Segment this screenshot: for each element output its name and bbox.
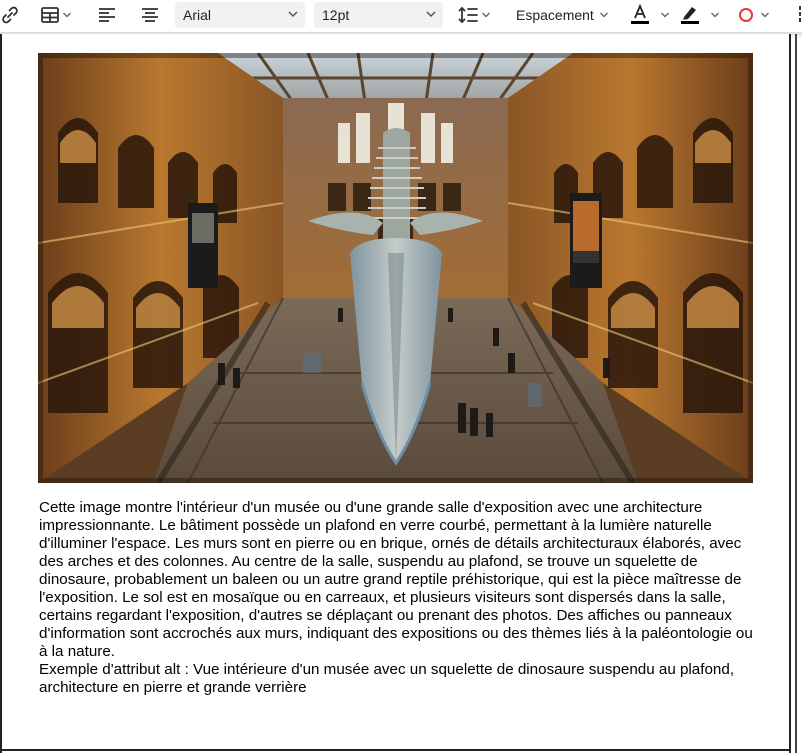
font-family-select[interactable]	[175, 2, 305, 28]
document-border	[0, 749, 791, 751]
formatting-toolbar	[0, 0, 802, 32]
highlighter-icon	[680, 4, 700, 26]
spacing-dropdown[interactable]	[516, 2, 614, 28]
chevron-down-icon	[710, 10, 720, 20]
font-size-select[interactable]	[314, 2, 443, 28]
chevron-down-icon	[599, 7, 609, 23]
more-options-icon[interactable]	[797, 4, 802, 24]
line-height-icon	[457, 5, 479, 25]
link-icon	[0, 5, 20, 25]
chevron-down-icon	[62, 10, 72, 20]
chevron-down-icon	[760, 10, 770, 20]
link-button[interactable]	[0, 2, 20, 28]
chevron-down-icon	[425, 7, 437, 23]
museum-hall-image[interactable]	[38, 53, 753, 483]
highlight-color-button[interactable]	[680, 2, 722, 28]
table-icon	[40, 5, 60, 25]
document-border	[795, 34, 797, 753]
align-center-button[interactable]	[140, 2, 160, 28]
chevron-down-icon	[660, 10, 670, 20]
align-left-button[interactable]	[97, 2, 117, 28]
table-button[interactable]	[40, 2, 78, 28]
circle-icon	[736, 5, 756, 25]
align-left-icon	[97, 5, 117, 25]
shape-color-button[interactable]	[736, 2, 776, 28]
description-paragraph: Cette image montre l'intérieur d'un musée ou d'une grande salle d'exposition avec une architecture impressionnante. Le bâtiment possède un plafond en verre courbé, permettant à la lumière naturelle d'illuminer l'espace. Les murs sont en pierre ou en brique, ornés de détails architecturaux élaborés, avec des arches et des colonnes. Au centre de la salle, suspendu au plafond, se trouve un squelette de dinosaure, probablement un baleen ou un autre grand reptile préhistorique, qui est la pièce maîtresse de l'exposition. Le sol est en mosaïque ou en carreaux, et plusieurs visiteurs sont dispersés dans la salle, certains regardant l'exposition, d'autres se déplaçant ou prenant des photos. Des affiches ou panneaux d'information sont accrochés aux murs, indiquant des expositions ou des thèmes liés à la paléontologie ou à la nature.	[39, 499, 753, 660]
document-border	[789, 34, 791, 753]
line-height-button[interactable]	[457, 2, 495, 28]
text-color-button[interactable]	[630, 2, 672, 28]
align-center-icon	[140, 5, 160, 25]
text-color-icon	[630, 4, 650, 26]
alt-attribute-paragraph: Exemple d'attribut alt : Vue intérieure d'un musée avec un squelette de dinosaure suspendu au plafond, architecture en pierre et grande verrière	[39, 661, 735, 696]
chevron-down-icon	[481, 10, 491, 20]
font-family-value: Arial	[183, 7, 212, 23]
font-size-value: 12pt	[322, 7, 350, 23]
document-body[interactable]	[39, 499, 759, 697]
spacing-label: Espacement	[516, 7, 594, 23]
chevron-down-icon	[287, 7, 299, 23]
